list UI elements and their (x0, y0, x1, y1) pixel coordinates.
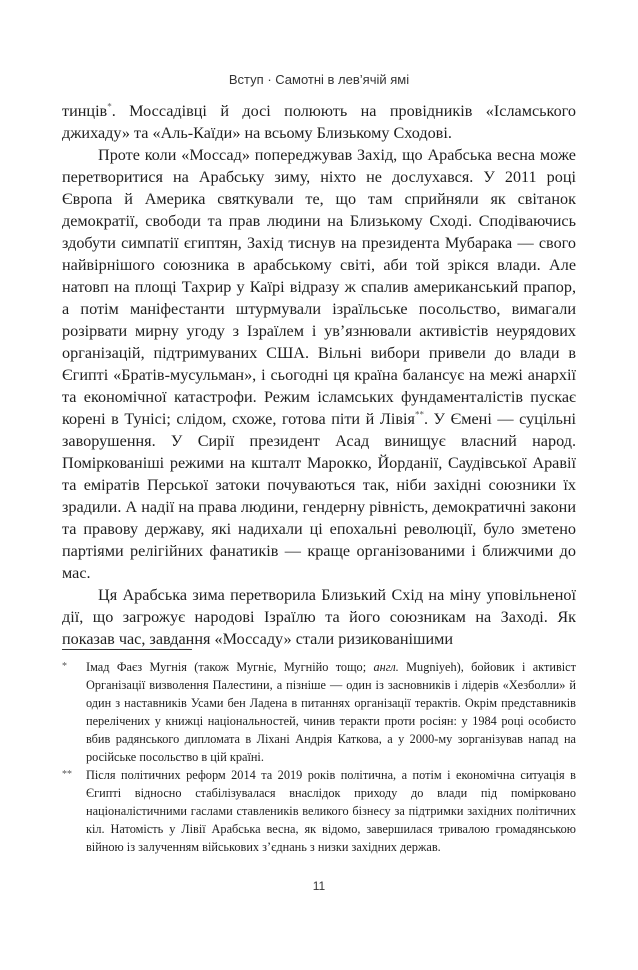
running-head: Вступ · Самотні в лев’ячій ямі (228, 72, 410, 87)
paragraph-3 (62, 584, 576, 650)
footnote-2-mark: ** (62, 769, 72, 780)
footnote-1 (62, 658, 576, 766)
paragraph-1-text-b: . Моссадівці й досі полюють на провідників «Ісламського джихаду» та «Аль-Каїди» на всьому Близькому Сходові. (62, 102, 576, 142)
footnote-1-italic: англ. (373, 660, 399, 674)
paragraph-1-text-a: тинців (62, 102, 108, 120)
footnote-divider (62, 649, 192, 650)
footnote-ref-2[interactable]: ** (414, 409, 424, 420)
footnote-2 (62, 766, 576, 856)
footnotes (62, 658, 576, 856)
footnote-2-text: Після політичних реформ 2014 та 2019 років політична, а потім і економічна ситуація в Єгипті відносно стабілізувалася внаслідок приходу до влади під поміркованo націоналістичними гаслами ставлеників великого бізнесу за підтримки західних політичних кіл. Натомість у Лівії Арабська весна, як відомо, завершилася тривалою громадянською війною із залученням військових з’єднань з низки західних держав. (86, 768, 576, 854)
paragraph-3-text: Ця Арабська зима перетворила Близький Схід на міну уповільненої дії, що загрожує народові Ізраїлю та його союзникам на Заході. Як показав час, завдання «Моссаду» стали ризикованішими (62, 586, 576, 648)
paragraph-2 (62, 144, 576, 584)
footnote-1-mark: * (62, 661, 67, 672)
paragraph-2-text-a: Проте коли «Моссад» попереджував Захід, що Арабська весна може перетворитися на Арабську зиму, ніхто не дослухався. У 2011 році Європа й Америка святкували те, що там сприйняли як світанок демократії, свободи та прав людини на Близькому Сході. Сподіваючись здобути симпатії єгиптян, Захід тиснув на президента Мубарака — свого найвірнішого союзника в арабському світі, аби той зрікся влади. Але натовп на площі Тахрир у Каїрі відразу ж спалив американський прапор, а потім маніфестанти штурмували ізраїльське посольство, вимагали розірвати мирну угоду з Ізраїлем і ув’язнювали активістів неурядових організацій, підтримуваних США. Вільні вибори привели до влади в Єгипті «Братів-мусульман», і сьогодні ця країна балансує на межі анархії та економічної катастрофи. Режим ісламських фундаменталістів пускає корені в Тунісі; слідом, схоже, готова піти й Лівія (62, 146, 576, 428)
paragraph-1 (62, 100, 576, 144)
footnote-ref-1[interactable]: * (107, 101, 112, 112)
footnote-1-text-a: Імад Фаєз Мугнія (також Мугніє, Мугнійо тощо; (86, 660, 374, 674)
footnote-1-text-b: Mugniyeh), бойовик і активіст Організації визволення Палестини, а пізніше — один із засновників і лідерів «Хезболли» й один з наставників Усами бен Ладена в питаннях організації терактів. Окрім представників перелічених у книжці національностей, чинив теракти проти росіян: у 1984 році особисто вбив радянського дипломата в Ліхані Андрія Каткова, а у 2000-му зорганізував напад на російське посольство в цій країні. (86, 660, 576, 764)
paragraph-2-text-b: . У Ємені — суцільні заворушення. У Сирії президент Асад винищує власний народ. Поміркованіші режими на кшталт Марокко, Йорданії, Саудівської Аравії та еміратів Перської затоки почуваються так, ніби західні союзники їх зрадили. А надії на права людини, гендерну рівність, демократичні закони та правову державу, які надихали ці епохальні революції, було зметено партіями релігійних фанатиків — краще організованими і ближчими до мас. (62, 410, 576, 582)
page-number: 11 (312, 879, 326, 893)
main-text (62, 100, 576, 650)
